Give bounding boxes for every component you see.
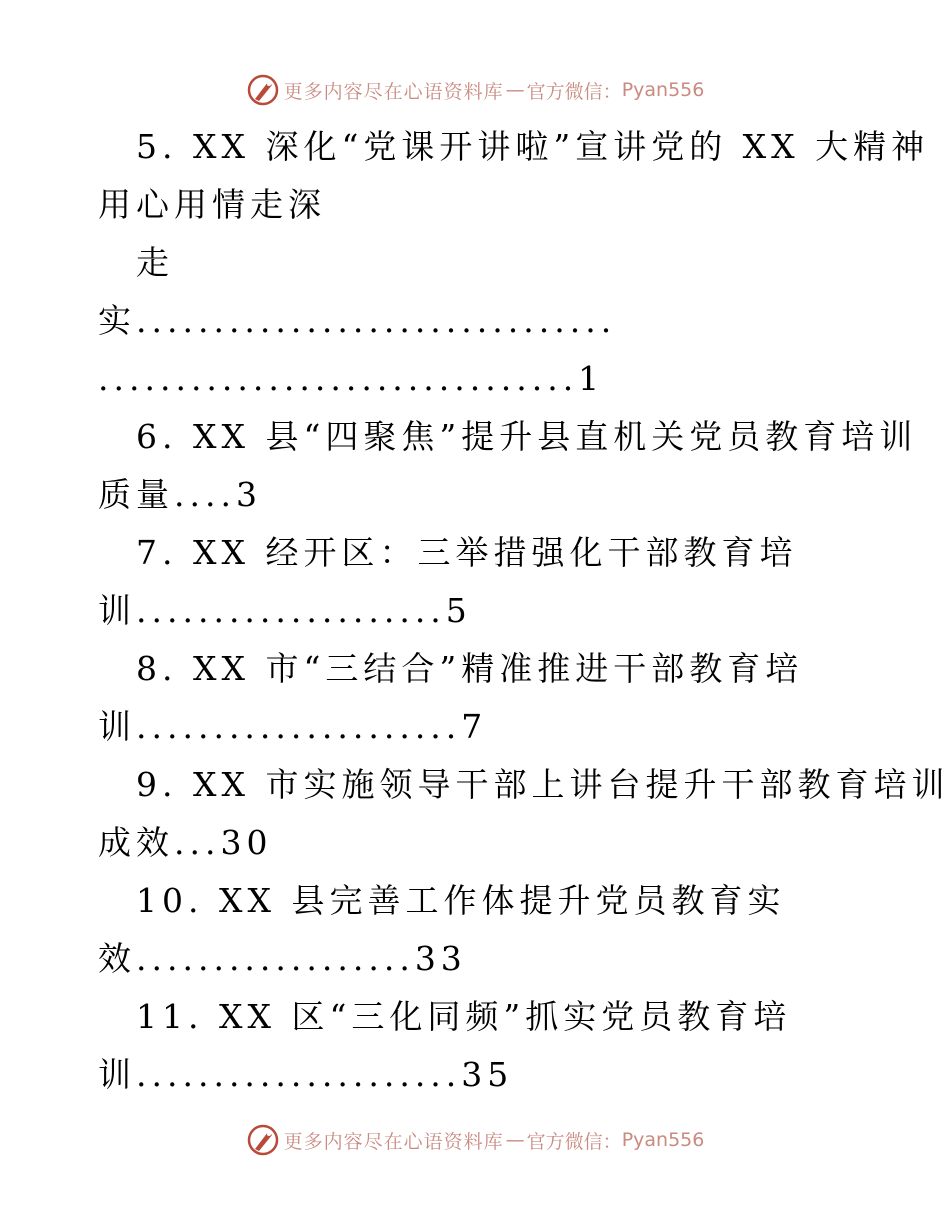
toc-line: 6. XX 县“四聚焦”提升县直机关党员教育培训 — [136, 417, 918, 456]
watermark-header — [0, 72, 950, 108]
watermark-text: 更多内容尽在心语资料库 — [283, 1130, 504, 1153]
watermark-footer — [0, 1122, 950, 1158]
toc-line: 训.....................7 — [98, 707, 488, 746]
toc-line: 效..................33 — [98, 939, 467, 978]
toc-line: 8. XX 市“三结合”精准推进干部教育培 — [136, 649, 804, 688]
toc-line: 5. XX 深化“党课开讲啦”宣讲党的 XX 大精神 — [136, 127, 930, 166]
toc-line: 9. XX 市实施领导干部上讲台提升干部教育培训 — [136, 765, 950, 804]
toc-line: 7. XX 经开区：三举措强化干部教育培 — [136, 533, 798, 572]
pen-logo-icon — [246, 73, 280, 107]
watermark-separator: — — [505, 79, 525, 101]
toc-line: 成效...30 — [98, 823, 273, 862]
watermark-account-label: 官方微信： — [526, 80, 622, 103]
watermark-account-id: Pyan556 — [621, 79, 705, 101]
pen-logo-icon — [246, 1123, 280, 1157]
toc-line: 实............................... — [98, 301, 617, 340]
toc-line: 走 — [136, 243, 174, 282]
watermark-separator: — — [505, 1129, 525, 1151]
toc-line: ...............................1 — [98, 359, 605, 398]
watermark-text: 更多内容尽在心语资料库 — [283, 80, 504, 103]
toc-line: 训....................5 — [98, 591, 472, 630]
toc-line: 质量....3 — [98, 475, 262, 514]
watermark-account-label: 官方微信： — [526, 1130, 622, 1153]
toc-line: 11. XX 区“三化同频”抓实党员教育培 — [136, 997, 792, 1036]
toc-line: 用心用情走深 — [98, 185, 326, 224]
table-of-contents — [98, 118, 950, 1104]
watermark-account-id: Pyan556 — [621, 1129, 705, 1151]
toc-line: 10. XX 县完善工作体提升党员教育实 — [136, 881, 786, 920]
toc-line: 训.....................35 — [98, 1055, 514, 1094]
